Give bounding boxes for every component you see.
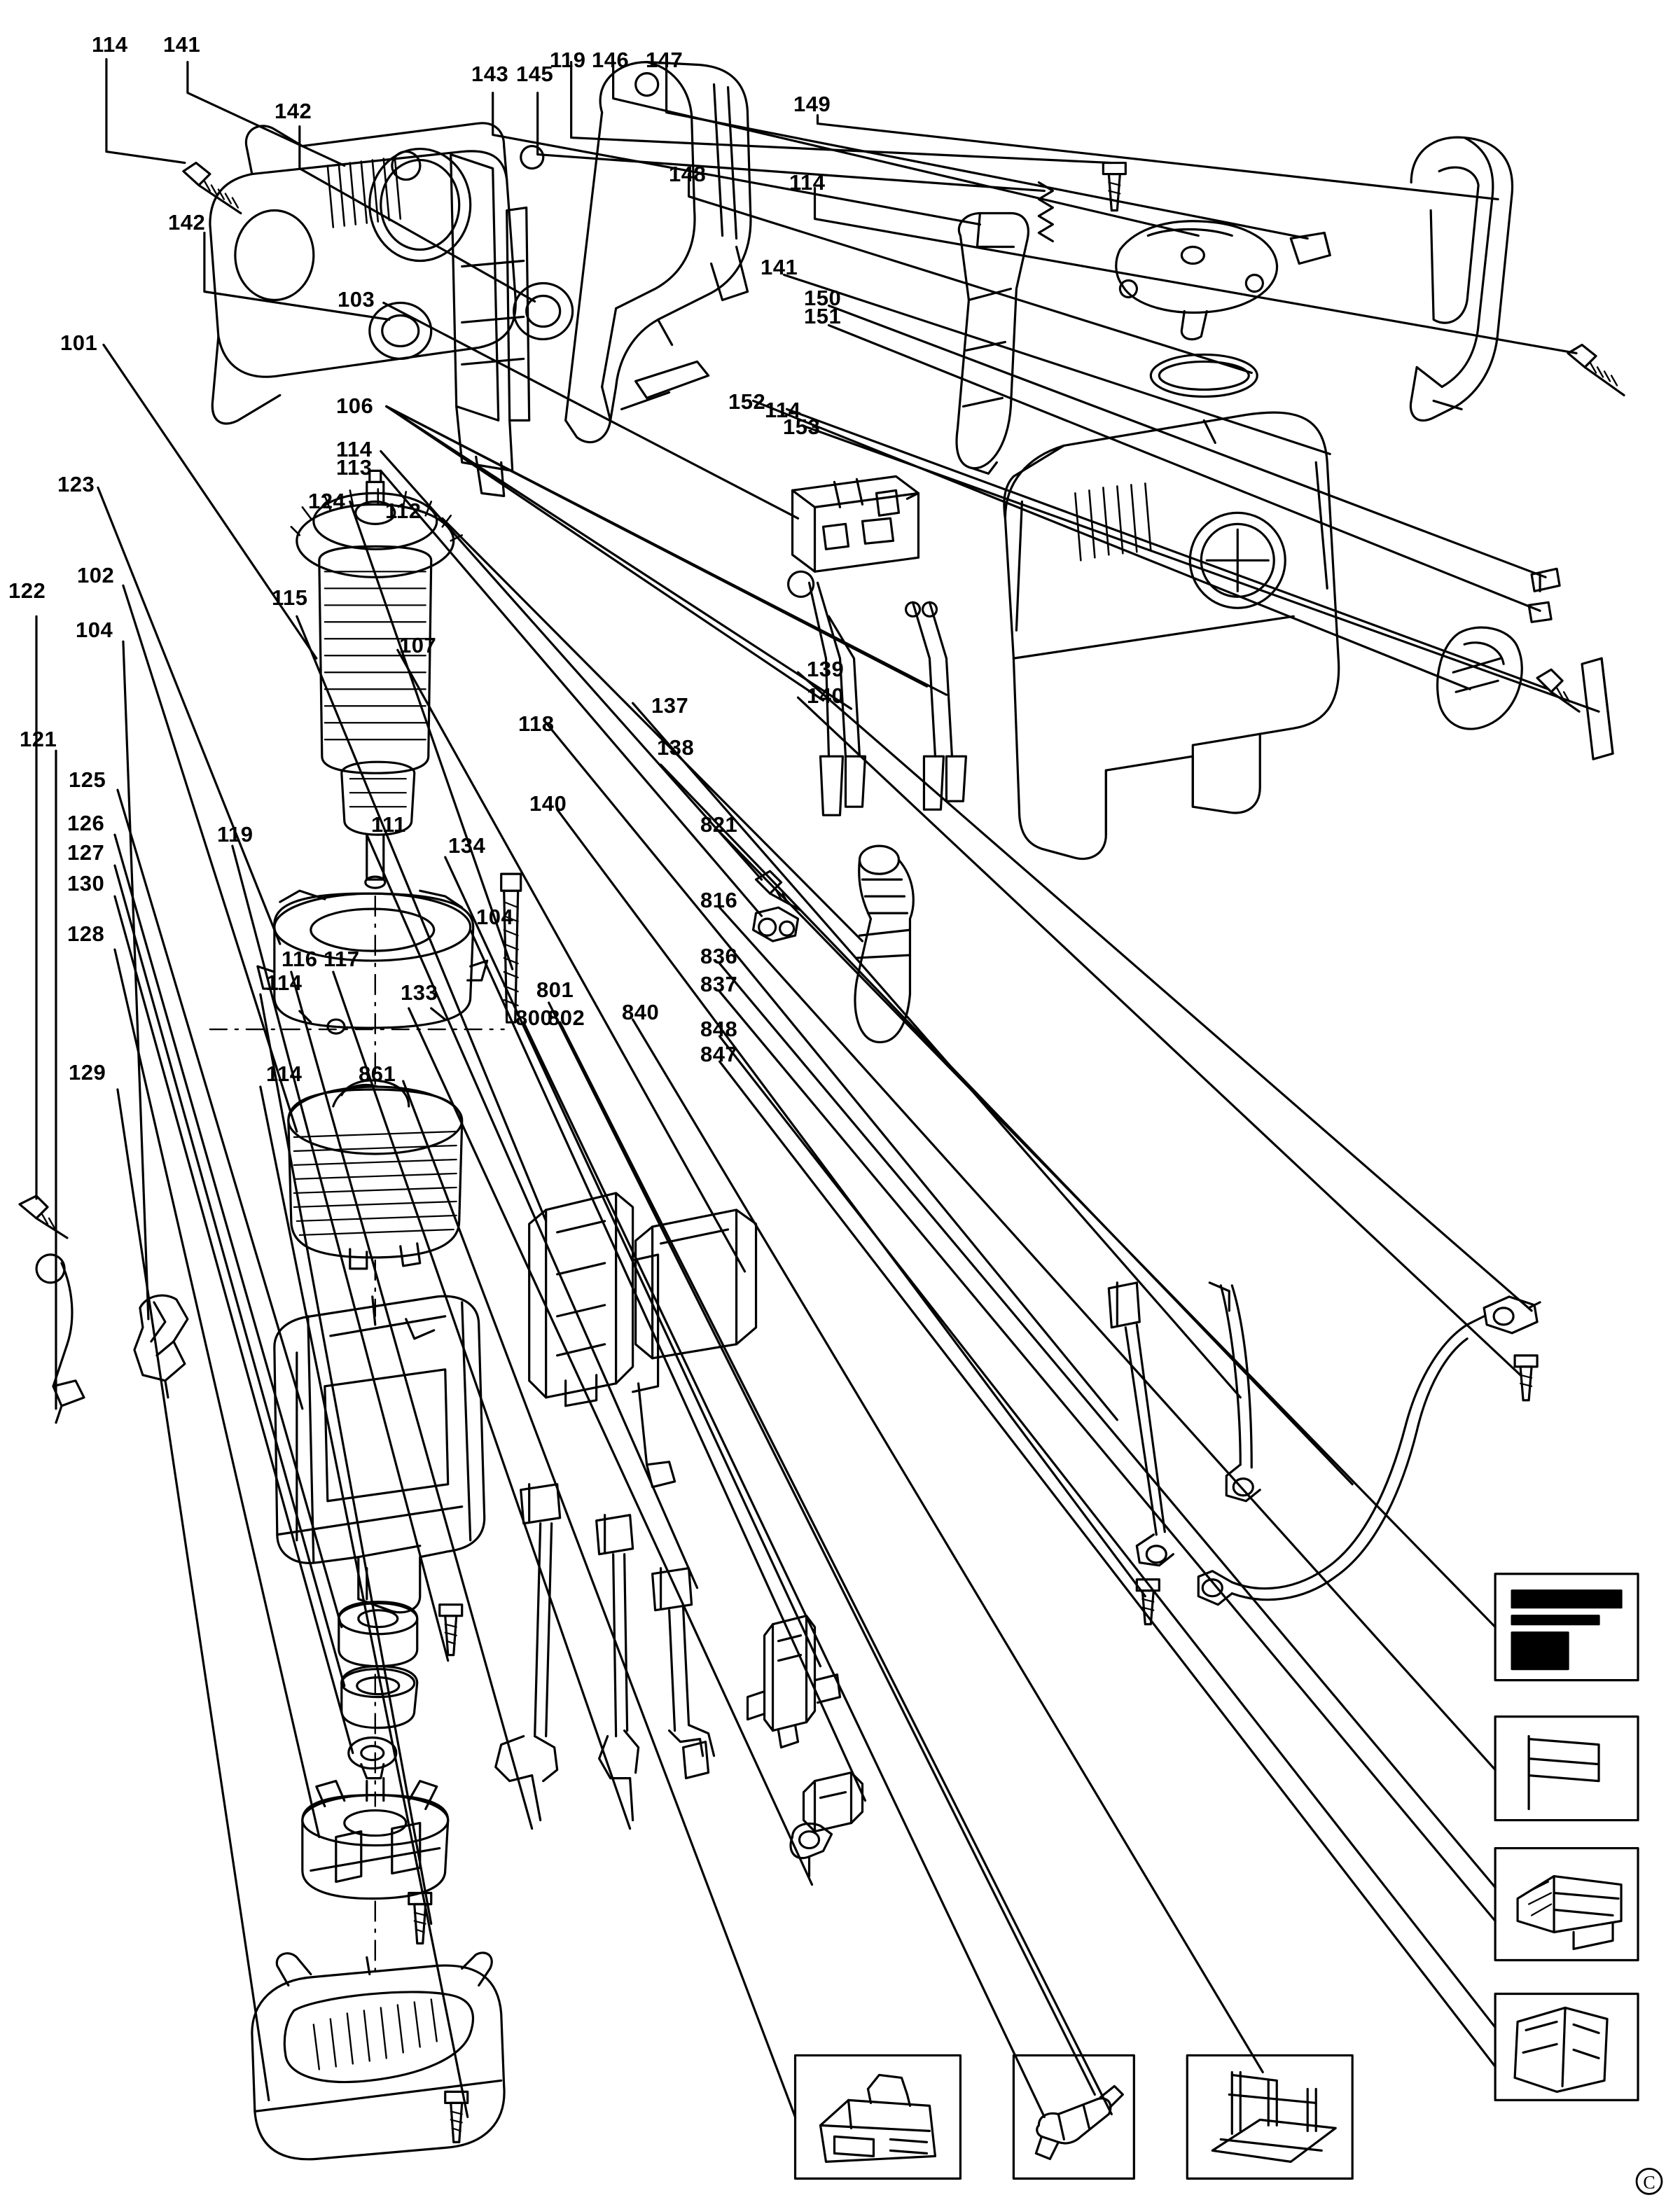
part-153-strip	[1582, 658, 1613, 759]
part-816-tag	[1495, 1717, 1638, 1820]
part-label: 124	[308, 489, 346, 513]
part-label: 152	[728, 389, 766, 414]
part-147-block	[1291, 233, 1330, 264]
part-122-121-lead	[20, 1196, 84, 1423]
part-label: 801	[536, 977, 574, 1002]
part-label: 800	[515, 1005, 553, 1030]
part-label: 837	[700, 972, 738, 996]
part-label: 104	[76, 618, 113, 642]
part-148-oring	[1151, 354, 1257, 396]
part-149-side-handle	[1410, 137, 1512, 420]
part-840-stand	[1187, 2055, 1352, 2178]
part-142-washer	[514, 283, 573, 339]
part-label: 119	[217, 822, 254, 847]
part-label: 121	[20, 727, 57, 751]
copyright-mark	[1637, 2168, 1662, 2194]
part-label: 143	[471, 62, 509, 86]
part-label: 141	[163, 32, 201, 57]
part-label: 129	[69, 1060, 106, 1085]
part-125-housing	[275, 1296, 485, 1612]
part-130-seal-small	[349, 1738, 396, 1778]
part-label: 123	[57, 472, 95, 496]
part-151-nut	[1529, 602, 1551, 622]
part-label: 104	[476, 905, 514, 929]
part-label: 134	[448, 833, 486, 858]
part-label: 141	[761, 255, 798, 279]
part-label: 114	[336, 437, 373, 461]
part-label: 150	[804, 286, 842, 310]
part-129-bottom-cover	[252, 1953, 504, 2159]
part-label: 802	[548, 1005, 585, 1030]
part-119-screw-top	[1103, 163, 1125, 211]
part-label: 861	[359, 1061, 396, 1086]
part-label: 106	[336, 394, 374, 418]
part-140-screw-upper	[1515, 1356, 1537, 1400]
part-label: 142	[168, 210, 206, 235]
part-label: 114	[266, 970, 303, 995]
part-label: 847	[700, 1042, 738, 1066]
part-label: 107	[399, 633, 437, 657]
part-label: 147	[646, 48, 683, 72]
part-label: 130	[67, 871, 105, 896]
part-103-switch	[793, 476, 919, 571]
part-label: 101	[60, 330, 98, 355]
part-152-dial	[1438, 627, 1522, 729]
part-label: 125	[69, 767, 106, 792]
part-label: 149	[793, 92, 831, 116]
part-139-terminal	[1467, 1297, 1540, 1333]
part-label: 114	[765, 398, 801, 422]
part-102-field	[289, 1080, 462, 1269]
part-label: 140	[529, 791, 567, 816]
part-label: 128	[67, 921, 105, 946]
part-label: 153	[783, 415, 821, 439]
part-141-handle-shell	[566, 62, 751, 443]
part-label: 821	[700, 812, 738, 837]
part-label: 119	[550, 48, 586, 72]
part-label: 127	[67, 840, 105, 865]
part-label: 118	[518, 711, 555, 736]
part-114-113-terminal	[754, 871, 801, 941]
part-117-lead	[597, 1515, 639, 1820]
part-label: 102	[77, 563, 115, 587]
part-label: 848	[700, 1017, 738, 1041]
part-label: 151	[804, 304, 842, 328]
part-label: 133	[401, 980, 438, 1005]
part-label: 148	[669, 162, 707, 186]
part-label: 117	[324, 947, 360, 971]
part-label: 116	[282, 947, 318, 971]
part-836-837-accessory	[1495, 1849, 1638, 1961]
part-label: 112	[385, 499, 422, 523]
part-141-housing-left	[210, 123, 543, 496]
part-label: 840	[622, 1000, 660, 1024]
part-label: 122	[8, 578, 46, 603]
part-label: 836	[700, 944, 738, 968]
part-821-label	[1495, 1574, 1638, 1680]
part-800-801-802-grease	[1013, 2055, 1134, 2178]
part-134-bracket	[748, 1616, 840, 1748]
part-150-clip	[1532, 569, 1560, 591]
part-848-847-bags	[1495, 1993, 1638, 2100]
part-label: 145	[516, 62, 554, 86]
part-label: 126	[67, 811, 105, 835]
part-861-case	[796, 2055, 961, 2178]
part-label: 142	[275, 99, 312, 123]
part-label: 139	[807, 657, 845, 681]
svg-text:C: C	[1643, 2172, 1655, 2193]
part-label: 140	[807, 683, 845, 708]
part-119-screw-mid	[440, 1605, 462, 1655]
part-111-brush	[653, 1568, 714, 1778]
part-label: 114	[266, 1061, 303, 1086]
part-label: 137	[651, 693, 689, 718]
part-label: 103	[338, 287, 375, 312]
part-label: 138	[657, 735, 695, 760]
part-label: 114	[789, 170, 826, 195]
part-label: 114	[92, 32, 128, 57]
part-label: 816	[700, 888, 738, 912]
part-label: 113	[336, 455, 373, 480]
part-label: 111	[371, 812, 406, 837]
part-146-cover	[1116, 221, 1277, 340]
part-label: 146	[592, 48, 630, 72]
part-label: 115	[272, 585, 308, 610]
